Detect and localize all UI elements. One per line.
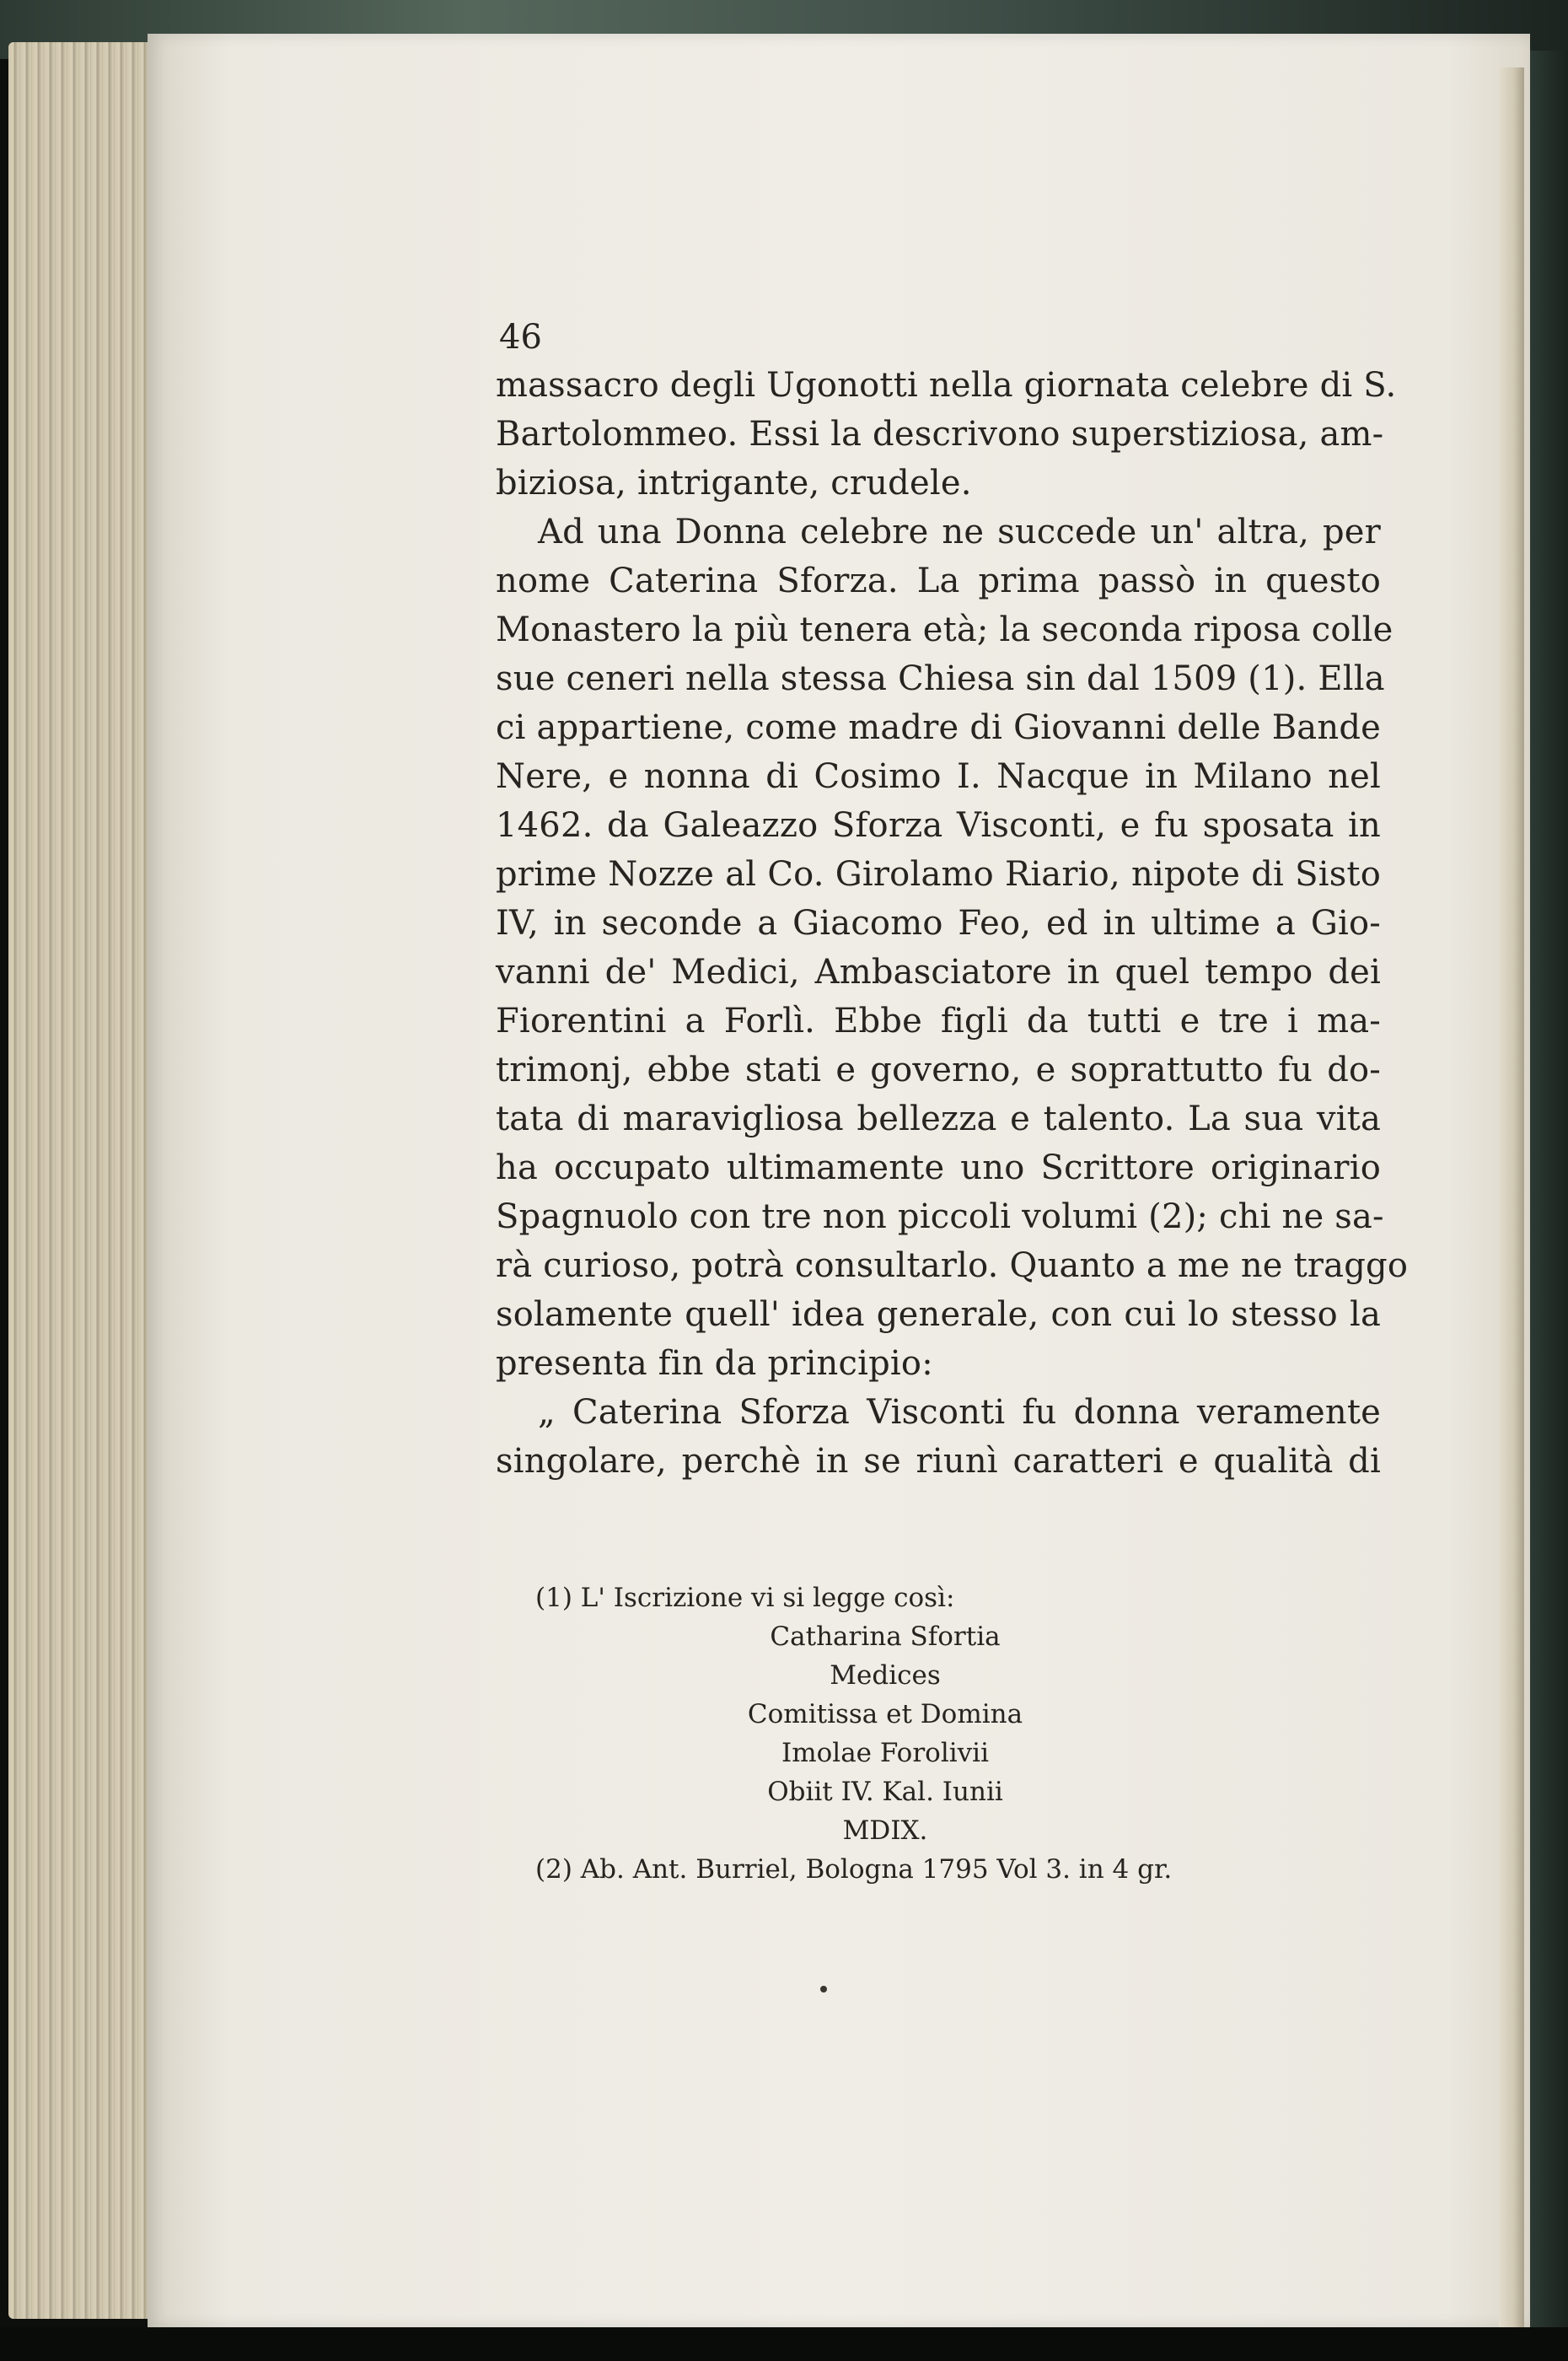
book-cover-right — [1524, 51, 1568, 2361]
footnote-1: (1) L' Iscrizione vi si legge così: — [535, 1583, 955, 1613]
text-line: prime Nozze al Co. Girolamo Riario, nipote di Sisto — [496, 855, 1381, 894]
text-line: Nere, e nonna di Cosimo I. Nacque in Milano nel — [496, 757, 1381, 796]
text-line: Fiorentini a Forlì. Ebbe figli da tutti e tre i ma- — [496, 1002, 1381, 1041]
text-line: biziosa, intrigante, crudele. — [496, 464, 972, 503]
main-text — [347, 314, 1409, 1486]
text-line: Ad una Donna celebre ne succede un' altra, per — [538, 513, 1381, 551]
page-number: 46 — [499, 318, 542, 357]
inscription-line: Catharina Sfortia — [770, 1622, 1001, 1652]
text-line: ci appartiene, come madre di Giovanni delle Bande — [496, 708, 1381, 747]
text-line: Bartolommeo. Essi la descrivono superstiziosa, am- — [496, 415, 1384, 454]
background-bottom — [0, 2327, 1568, 2361]
text-line: IV, in seconde a Giacomo Feo, ed in ultime a Gio- — [496, 904, 1381, 943]
text-line: ha occupato ultimamente uno Scrittore originario — [496, 1148, 1381, 1187]
text-line: Monastero la più tenera età; la seconda riposa colle — [496, 610, 1393, 649]
text-line: Spagnuolo con tre non piccoli volumi (2); chi ne sa- — [496, 1197, 1384, 1236]
inscription-line: Medices — [830, 1660, 941, 1691]
text-line: rà curioso, potrà consultarlo. Quanto a me ne traggo — [496, 1246, 1409, 1285]
text-line: nome Caterina Sforza. La prima passò in questo — [496, 562, 1381, 600]
ink-speck — [820, 1986, 827, 1993]
text-line: massacro degli Ugonotti nella giornata celebre di S. — [496, 366, 1397, 405]
page-edges-right — [1499, 67, 1524, 2327]
footnotes — [531, 1578, 1290, 1889]
inscription-line: Comitissa et Domina — [747, 1699, 1023, 1729]
text-line: trimonj, ebbe stati e governo, e soprattutto fu do- — [496, 1051, 1381, 1089]
inscription-line: MDIX. — [842, 1815, 928, 1846]
text-line: sue ceneri nella stessa Chiesa sin dal 1509 (1). Ella — [496, 659, 1385, 698]
text-line: „ Caterina Sforza Visconti fu donna veramente — [538, 1393, 1381, 1432]
footnote-2: (2) Ab. Ant. Burriel, Bologna 1795 Vol 3. in 4 gr. — [535, 1854, 1173, 1885]
text-line: singolare, perchè in se riunì caratteri e qualità di — [496, 1442, 1381, 1481]
text-line: vanni de' Medici, Ambasciatore in quel tempo dei — [496, 953, 1381, 992]
inscription-line: Obiit IV. Kal. Iunii — [767, 1777, 1003, 1807]
text-line: tata di maravigliosa bellezza e talento. La sua vita — [496, 1100, 1381, 1138]
page-edges-left — [8, 42, 169, 2319]
text-line: 1462. da Galeazzo Sforza Visconti, e fu sposata in — [496, 806, 1381, 845]
text-line: presenta fin da principio: — [496, 1344, 933, 1383]
inscription-line: Imolae Forolivii — [781, 1738, 990, 1768]
text-line: solamente quell' idea generale, con cui lo stesso la — [496, 1295, 1381, 1334]
